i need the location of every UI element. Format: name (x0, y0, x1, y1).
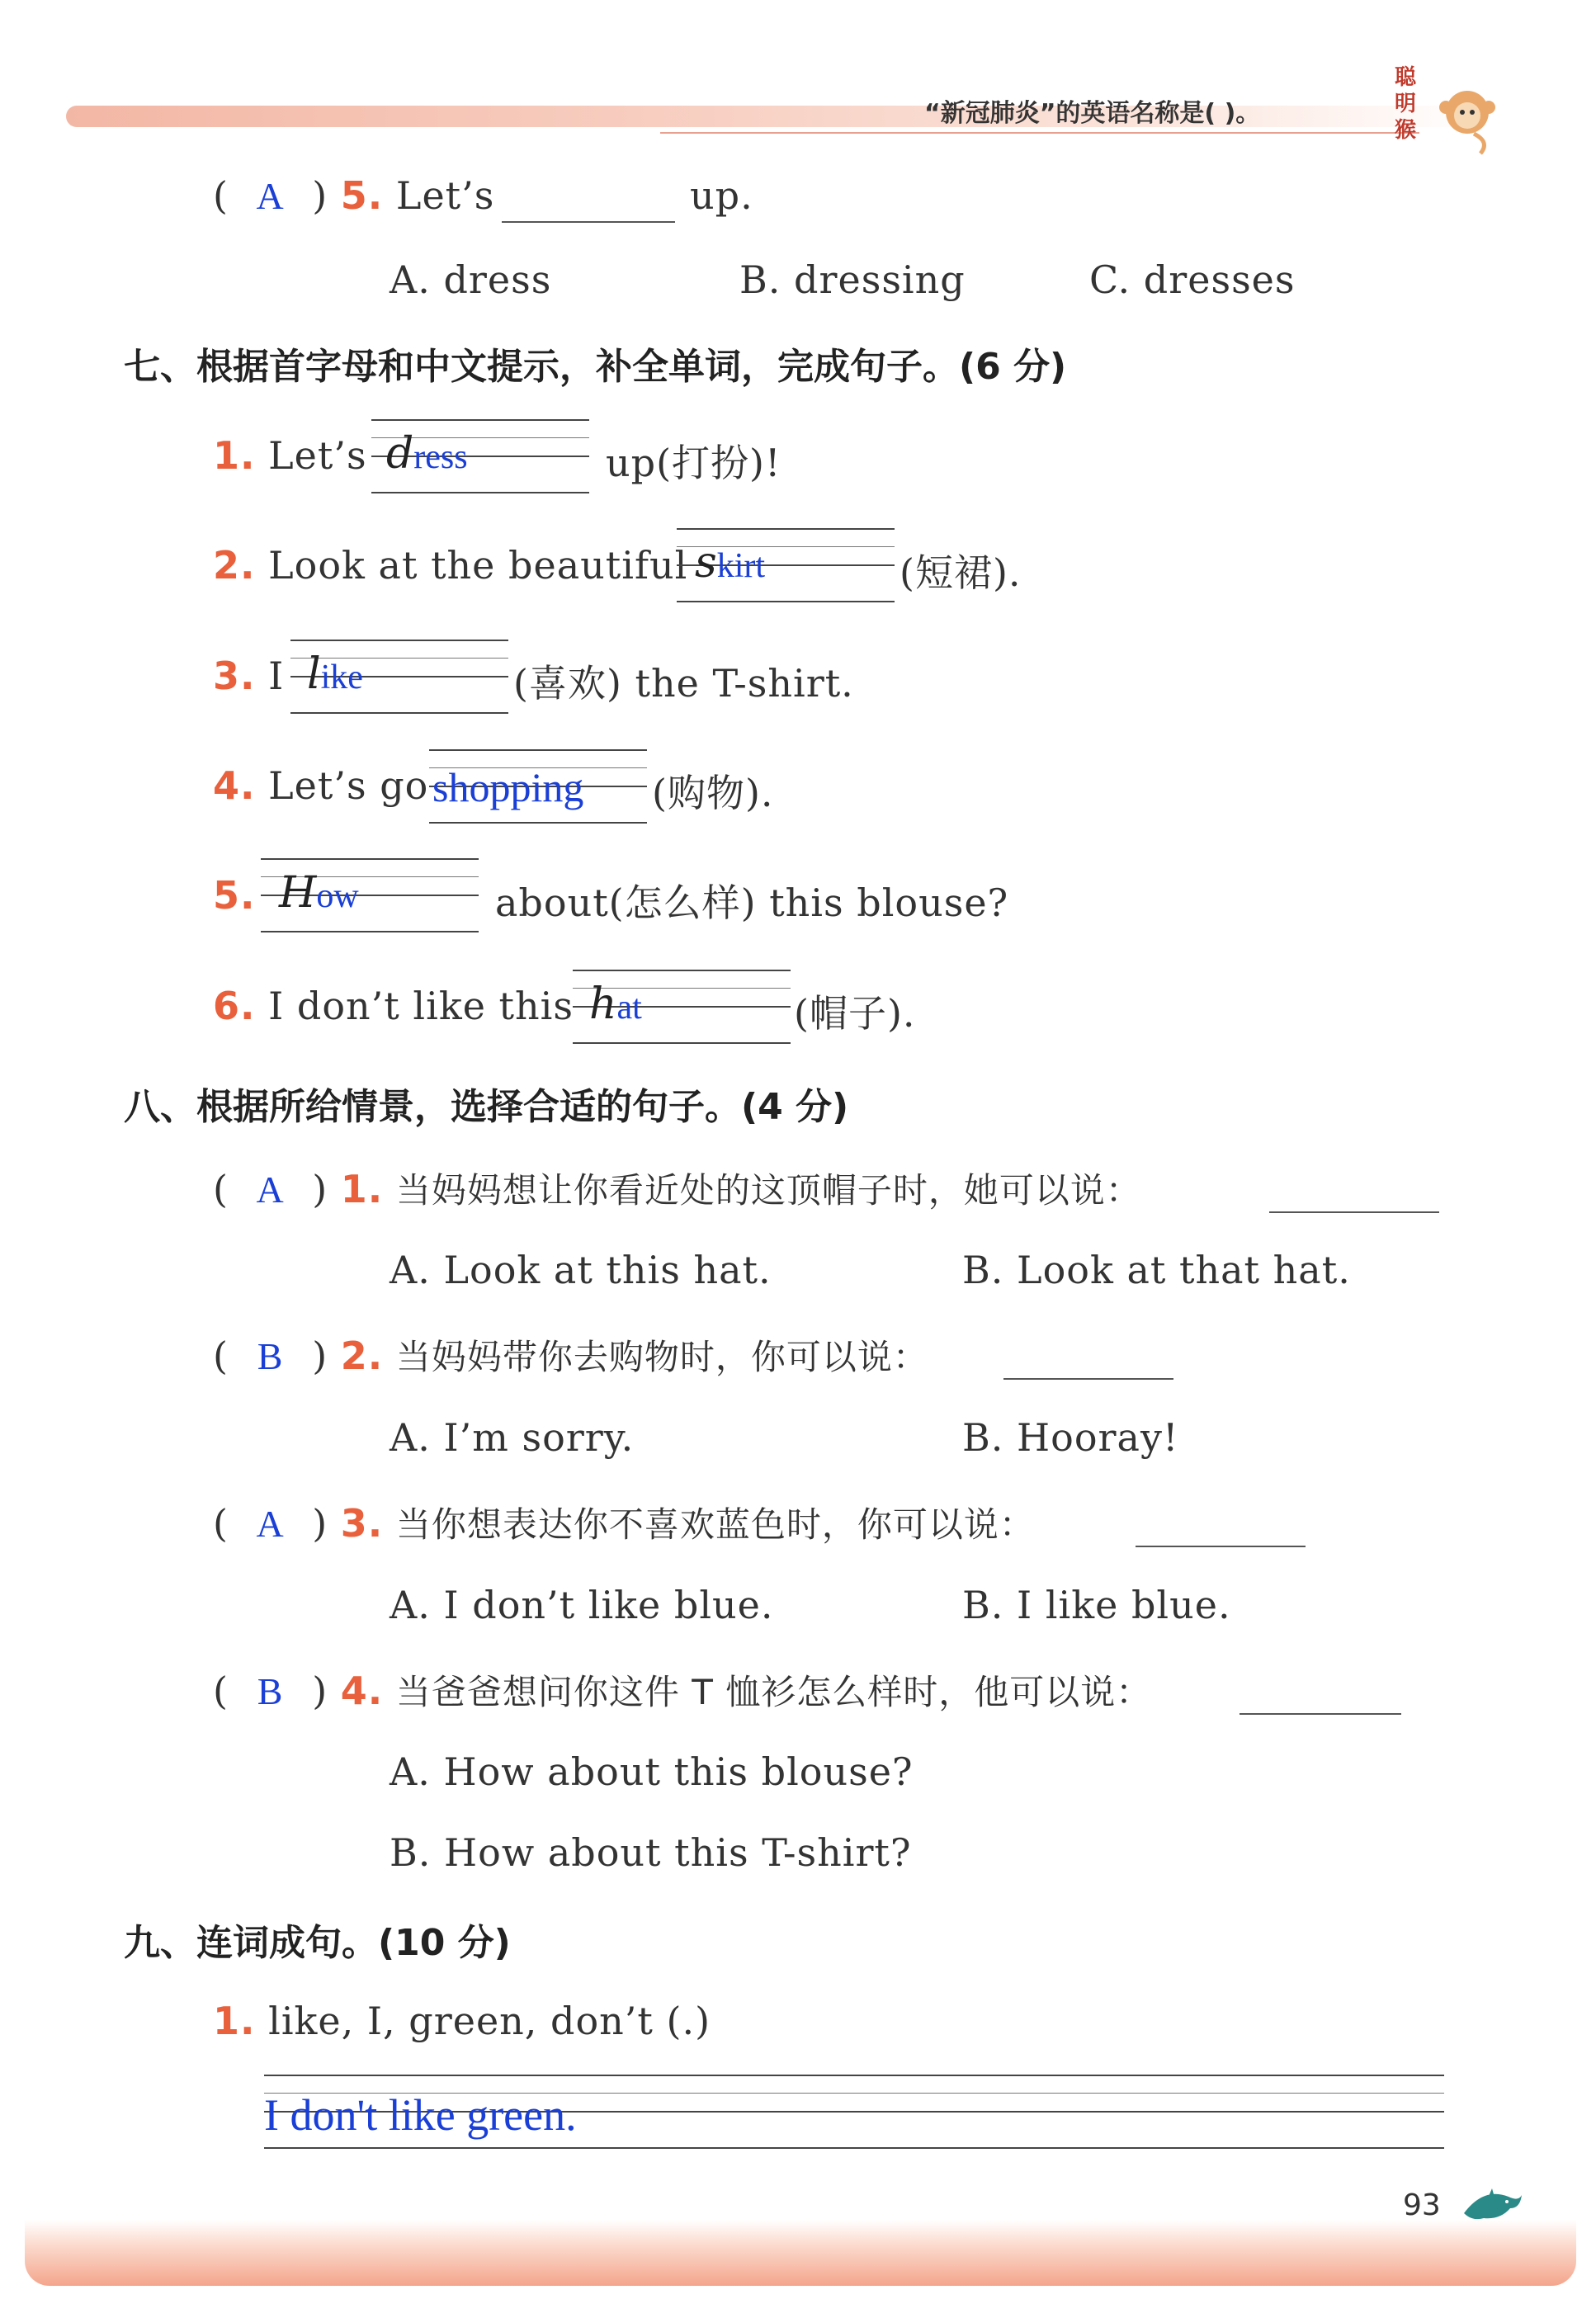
paren-close: ) (312, 1167, 328, 1211)
initial-letter: l (307, 649, 321, 699)
section8-title: 八、根据所给情景，选择合适的句子。(4 分) (124, 1086, 849, 1128)
option-b: B. How about this T-shirt? (390, 1830, 912, 1875)
prompt: 当妈妈带你去购物时，你可以说： (395, 1337, 928, 1377)
item-number: 4. (213, 763, 256, 808)
option-b: B. Look at that hat. (962, 1248, 1351, 1292)
sentence-after: up. (690, 173, 753, 218)
s9-item1 (213, 1999, 711, 2043)
sentence-before: Let’s (395, 173, 495, 218)
option-b: B. Hooray! (962, 1415, 1179, 1460)
option-a: A. I don’t like blue. (390, 1583, 774, 1627)
item-number: 1. (213, 1999, 256, 2043)
prompt: 当妈妈想让你看近处的这顶帽子时，她可以说： (395, 1170, 1141, 1211)
paren-open: ( (213, 173, 229, 218)
paren-close: ) (312, 1669, 328, 1713)
answer-word: shopping (432, 764, 584, 810)
paren-open: ( (213, 1334, 229, 1378)
sentence-after: up(打扮)! (606, 441, 781, 485)
option-b: B. dressing (739, 257, 966, 302)
choice-answer[interactable]: B (257, 1670, 284, 1712)
option-c: C. dresses (1089, 257, 1296, 302)
item-number: 6. (213, 984, 256, 1028)
choice-answer[interactable]: A (256, 1168, 285, 1211)
item-number: 3. (340, 1501, 384, 1546)
s7-item4 (213, 763, 428, 808)
q6-item5-row (213, 173, 494, 218)
paren-close: ) (312, 1501, 328, 1546)
sentence-before: Let’s go (268, 763, 429, 808)
four-line-blank[interactable] (371, 419, 589, 493)
four-line-blank[interactable] (677, 528, 895, 602)
header-band (66, 106, 1485, 127)
s8-item3 (213, 1498, 1035, 1547)
sentence-after: (短裙). (900, 550, 1022, 595)
item-number: 1. (340, 1167, 384, 1211)
answer-blank[interactable] (1003, 1330, 1173, 1380)
choice-answer[interactable]: A (256, 175, 285, 217)
sentence-after: (购物). (652, 771, 774, 815)
four-line-blank[interactable] (290, 640, 508, 714)
answer-word: kirt (716, 547, 766, 585)
paren-open: ( (213, 1167, 229, 1211)
item-number: 2. (340, 1334, 384, 1378)
item-number: 1. (213, 433, 256, 478)
initial-letter: h (589, 980, 617, 1029)
s7-item6 (213, 984, 574, 1028)
s7-item3 (213, 654, 284, 698)
answer-blank[interactable] (1136, 1498, 1306, 1547)
paren-close: ) (312, 1334, 328, 1378)
item-number: 5. (213, 873, 256, 918)
initial-letter: s (695, 538, 717, 588)
section9-title: 九、连词成句。(10 分) (124, 1922, 511, 1964)
answer-word: ike (320, 659, 363, 696)
item-number: 4. (340, 1669, 384, 1713)
sentence-after: (帽子). (794, 991, 916, 1036)
sentence-before: I (268, 654, 285, 698)
initial-letter: H (279, 868, 317, 918)
header-rule (660, 132, 1419, 134)
section7-title: 七、根据首字母和中文提示，补全单词，完成句子。(6 分) (124, 346, 1067, 388)
s8-item1 (213, 1164, 1141, 1213)
sentence-before: Look at the beautiful (268, 543, 688, 588)
footer-decor (1459, 2180, 1525, 2233)
choice-answer[interactable]: A (256, 1503, 285, 1545)
four-line-blank[interactable] (261, 858, 479, 932)
sentence-after: (喜欢) the T-shirt. (513, 661, 854, 706)
paren-close: ) (312, 173, 328, 218)
s7-item5 (213, 873, 255, 918)
initial-letter: d (386, 429, 414, 479)
sentence-after: about(怎么样) this blouse? (495, 880, 1009, 925)
option-b: B. I like blue. (962, 1583, 1231, 1627)
s8-item2 (213, 1330, 928, 1380)
option-a: A. Look at this hat. (390, 1248, 772, 1292)
logo-text: 聪明猴 (1395, 65, 1417, 143)
item-number: 2. (213, 543, 256, 588)
sentence-before: I don’t like this (268, 984, 574, 1028)
four-line-blank[interactable] (429, 749, 647, 824)
s7-item2 (213, 543, 687, 588)
item-number: 5. (340, 173, 384, 218)
answer-blank[interactable] (502, 173, 675, 223)
s8-item4 (213, 1665, 1151, 1715)
answer-blank[interactable] (1239, 1665, 1401, 1715)
paren-open: ( (213, 1501, 229, 1546)
dolphin-icon (1459, 2180, 1525, 2230)
answer-blank[interactable] (1269, 1164, 1439, 1213)
four-line-blank[interactable] (573, 970, 791, 1044)
prompt: 当你想表达你不喜欢蓝色时，你可以说： (395, 1504, 1035, 1545)
sentence-answer: I don't like green. (264, 2090, 577, 2140)
paren-open: ( (213, 1669, 229, 1713)
header-question: “新冠肺炎”的英语名称是( )。 (924, 99, 1261, 128)
page-number: 93 (1403, 2188, 1441, 2222)
option-a: A. dress (390, 257, 552, 302)
answer-word: ress (413, 438, 468, 476)
option-a: A. How about this blouse? (390, 1749, 914, 1794)
answer-word: ow (316, 877, 359, 915)
logo (1395, 64, 1502, 155)
footer-band (25, 2220, 1576, 2286)
four-line-answer[interactable] (264, 2075, 1444, 2149)
item-number: 3. (213, 654, 256, 698)
scrambled-words: like, I, green, don’t (.) (268, 1999, 711, 2043)
sentence-before: Let’s (268, 433, 367, 478)
choice-answer[interactable]: B (257, 1335, 284, 1377)
prompt: 当爸爸想问你这件 T 恤衫怎么样时，他可以说： (395, 1672, 1152, 1712)
answer-word: at (616, 989, 642, 1027)
s7-item1 (213, 433, 367, 478)
option-a: A. I’m sorry. (390, 1415, 635, 1460)
